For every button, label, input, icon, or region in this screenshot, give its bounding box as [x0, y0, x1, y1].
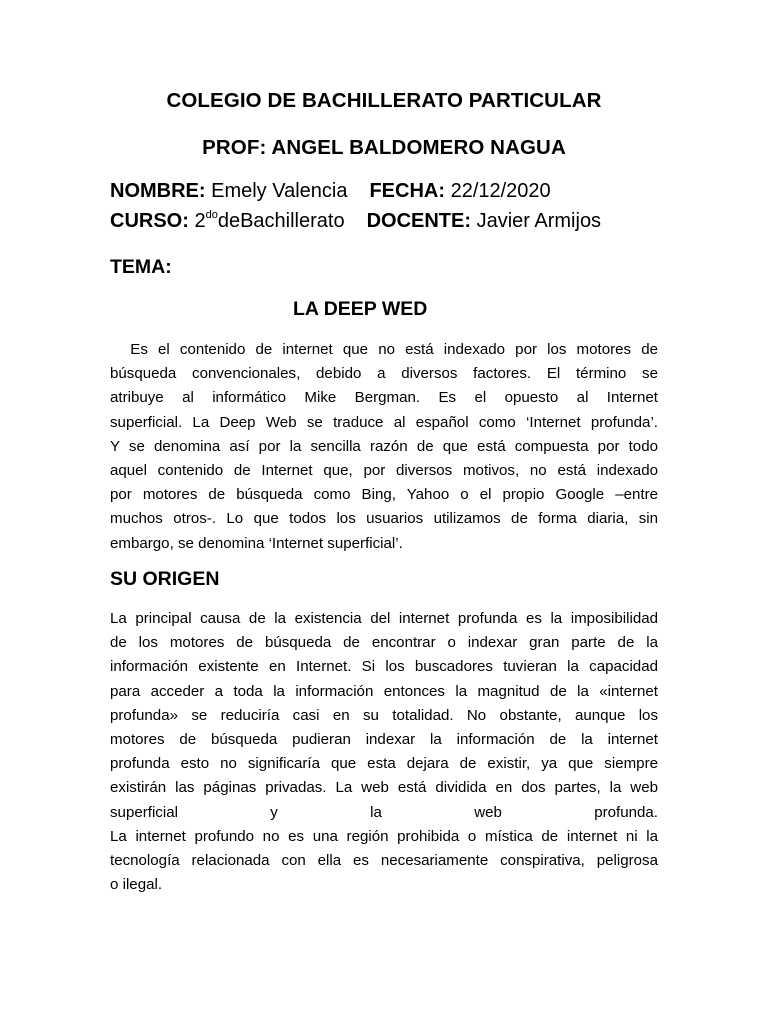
origin-line: profunda» se reduciría casi en su totalidad. No obstante, aunque los	[110, 706, 658, 724]
origin-line: motores de búsqueda pudieran indexar la información de la internet	[110, 731, 658, 749]
docente-label: DOCENTE:	[366, 210, 472, 232]
intro-line: superficial. La Deep Web se traduce al español como ‘Internet profunda’.	[110, 413, 658, 431]
nombre-value: Emely Valencia	[205, 180, 348, 202]
intro-line: Es el contenido de internet que no está indexado por los motores de	[110, 341, 658, 358]
intro-line: muchos otros-. Lo que todos los usuarios utilizamos de forma diaria, sin	[110, 510, 658, 528]
intro-line: búsqueda convencionales, debido a diversos factores. El término se	[110, 365, 658, 383]
curso-value: 2	[188, 210, 206, 232]
school-title: COLEGIO DE BACHILLERATO PARTICULAR	[166, 89, 602, 112]
fecha-label: FECHA:	[369, 180, 446, 202]
origin-heading: SU ORIGEN	[110, 568, 220, 590]
origin-line: para acceder a toda la información entonces la magnitud de la «internet	[110, 682, 658, 700]
origin-line: superficial y la web profunda.	[110, 803, 658, 821]
topic-title: LA DEEP WED	[293, 298, 428, 320]
student-row	[110, 180, 551, 203]
fecha-value: 22/12/2020	[445, 180, 551, 202]
curso-value-suffix: deBachillerato	[217, 210, 345, 232]
intro-line: por motores de búsqueda como Bing, Yahoo o el propio Google –entre	[110, 486, 658, 504]
origin-line: profunda esto no significaría que esta dejara de existir, ya que siempre	[110, 755, 658, 773]
origin-paragraph	[110, 607, 658, 897]
intro-line: embargo, se denomina ‘Internet superficial’.	[110, 534, 403, 552]
origin-line: o ilegal.	[110, 876, 163, 894]
origin-line: existirán las páginas privadas. La web está dividida en dos partes, la web	[110, 779, 658, 797]
origin-line: tecnología relacionada con ella es necesariamente conspirativa, peligrosa	[110, 852, 658, 870]
professor-title: PROF: ANGEL BALDOMERO NAGUA	[202, 136, 566, 159]
tema-label: TEMA:	[110, 256, 172, 278]
course-row	[110, 210, 601, 233]
nombre-label: NOMBRE:	[110, 180, 206, 202]
origin-line: La principal causa de la existencia del internet profunda es la imposibilidad	[110, 610, 658, 627]
origin-line: de los motores de búsqueda de encontrar o indexar gran parte de la	[110, 634, 658, 652]
origin-line: La internet profundo no es una región prohibida o mística de internet ni la	[110, 827, 658, 845]
curso-superscript: do	[205, 209, 218, 221]
intro-line: atribuye al informático Mike Bergman. Es el opuesto al Internet	[110, 389, 658, 407]
docente-value: Javier Armijos	[471, 210, 602, 232]
intro-paragraph	[110, 338, 658, 556]
intro-line: Y se denomina así por la sencilla razón de que está compuesta por todo	[110, 437, 658, 455]
origin-line: información existente en Internet. Si los buscadores tuvieran la capacidad	[110, 658, 658, 676]
curso-label: CURSO:	[110, 210, 189, 232]
intro-line: aquel contenido de Internet que, por diversos motivos, no está indexado	[110, 462, 658, 480]
